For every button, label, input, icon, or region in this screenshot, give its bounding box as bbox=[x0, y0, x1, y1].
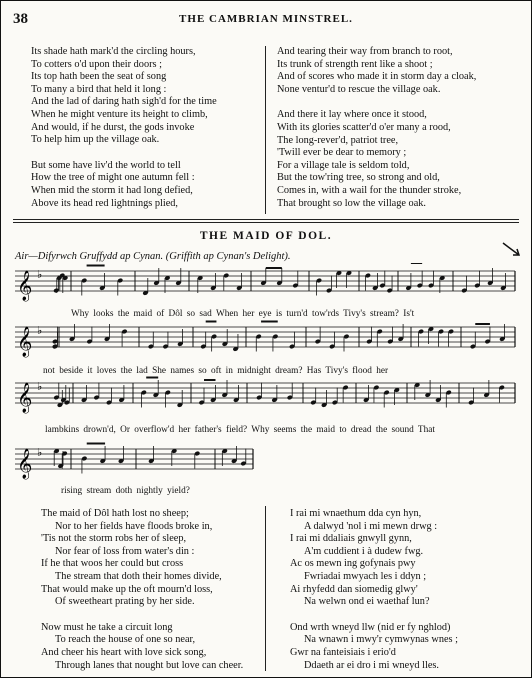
flat-sign-icon: ♭ bbox=[37, 380, 43, 393]
verse-line: To many a bird that held it long : bbox=[31, 83, 167, 95]
verse-line: And would, if he durst, the gods invoke bbox=[31, 121, 195, 133]
verse-line: Now must he take a circuit long bbox=[41, 621, 173, 633]
flat-sign-icon: ♭ bbox=[37, 268, 43, 281]
stanza-gap bbox=[290, 609, 458, 622]
air-attribution: Air—Difyrwch Gruffydd ap Cynan. (Griffith ap Cynan's Delight). bbox=[15, 251, 291, 262]
verse-line: A'm cuddient i à dudew fwg. bbox=[304, 545, 424, 557]
verse-line: Its shade hath mark'd the circling hours, bbox=[31, 46, 196, 57]
treble-clef-icon: 𝄞 bbox=[17, 383, 33, 413]
verse-line: Above its head red lightnings plied, bbox=[31, 197, 178, 209]
lyric-line-2: not beside it loves the lad She names so oft in midnight dream? Has Tivy's flood her bbox=[43, 366, 389, 376]
verse-line: Ddaeth ar ei dro i mi wneyd lles. bbox=[304, 659, 439, 671]
verse-line: Comes in, with a wail for the thunder stroke, bbox=[277, 184, 462, 196]
verse-line: Nor to her fields have floods broke in, bbox=[55, 520, 213, 532]
verse-line: And tearing their way from branch to root, bbox=[277, 46, 453, 57]
song-title: THE MAID OF DOL. bbox=[199, 230, 333, 242]
treble-clef-icon: 𝄞 bbox=[17, 327, 33, 357]
music-staff-1 bbox=[1, 263, 531, 313]
verse-line: Ac os mewn ing gofynais pwy bbox=[290, 558, 416, 570]
verse-line: Gwr na fanteisiais i erio'd bbox=[290, 646, 396, 658]
poem-right-column bbox=[277, 46, 476, 210]
music-staff-4 bbox=[1, 441, 531, 491]
verse-line: None ventur'd to rescue the village oak. bbox=[277, 83, 441, 95]
section-rule-double bbox=[13, 222, 519, 223]
verse-line: A dalwyd 'nol i mi mewn drwg : bbox=[304, 520, 438, 532]
verse-line: Of sweetheart prating by her side. bbox=[55, 596, 195, 608]
verse-line: That brought so low the village oak. bbox=[277, 197, 426, 209]
verse-line: And of scores who made it in storm day a cloak, bbox=[277, 71, 477, 83]
column-divider-top bbox=[265, 46, 266, 214]
music-staff-2 bbox=[1, 319, 531, 369]
verse-line: Na wnawn i mwy'r cymwynas wnes ; bbox=[304, 634, 458, 646]
verse-line: Ai rhyfedd dan siomedig glwy' bbox=[290, 583, 418, 595]
verse-line: Its trunk of strength rent like a shoot ; bbox=[277, 58, 433, 70]
lyric-line-1: Why looks the maid of Dôl so sad When her eye is turn'd tow'rds Tivy's stream? Is't bbox=[71, 309, 415, 319]
flat-sign-icon: ♭ bbox=[37, 324, 43, 337]
verse-line: To cotters o'd upon their doors ; bbox=[31, 58, 162, 70]
verse-line: With its glories scatter'd o'er many a rood, bbox=[277, 121, 451, 133]
poem-left-column bbox=[31, 46, 217, 210]
verse-line: 'Twill ever be dear to memory ; bbox=[277, 147, 407, 159]
stanza-gap bbox=[41, 609, 243, 622]
verse-line: Nor fear of loss from water's din : bbox=[55, 545, 195, 557]
verse-line: When he might venture its height to climb, bbox=[31, 108, 208, 120]
running-title: THE CAMBRIAN MINSTREL. bbox=[179, 13, 353, 25]
verse-line: And cheer his heart with love sick song, bbox=[41, 646, 207, 658]
verse-line: But some have liv'd the world to tell bbox=[31, 159, 181, 171]
verse-line: I rai mi wnaethum dda cyn hyn, bbox=[290, 508, 422, 519]
section-rule bbox=[13, 219, 519, 220]
treble-clef-icon: 𝄞 bbox=[17, 449, 33, 479]
verse-line: The maid of Dôl hath lost no sheep; bbox=[41, 508, 189, 519]
verse-line: And there it lay where once it stood, bbox=[277, 109, 427, 121]
welsh-verses bbox=[290, 508, 458, 672]
verse-line: I rai mi ddaliais gnwyll gynn, bbox=[290, 533, 412, 545]
stanza-gap bbox=[277, 96, 476, 109]
english-verses bbox=[41, 508, 243, 672]
treble-clef-icon: 𝄞 bbox=[17, 271, 33, 301]
music-staff-3 bbox=[1, 375, 531, 425]
page-number: 38 bbox=[13, 11, 28, 27]
verse-line: The stream that doth their homes divide, bbox=[55, 570, 222, 582]
verse-line: 'Tis not the storm robs her of sleep, bbox=[41, 533, 187, 545]
verse-line: Fwriadai mwyach les i ddyn ; bbox=[304, 570, 427, 582]
verse-line: The long-rever'd, patriot tree, bbox=[277, 134, 399, 146]
verse-line: For a village tale is seldom told, bbox=[277, 159, 410, 171]
verse-line: Na welwn ond ei waethaf lun? bbox=[304, 596, 430, 608]
verse-line: And the lad of daring hath sigh'd for the time bbox=[31, 96, 217, 108]
flourish-mark bbox=[501, 239, 523, 261]
verse-line: Through lanes that nought but love can cheer. bbox=[55, 659, 244, 671]
stanza-gap bbox=[31, 147, 217, 160]
lyric-line-4: rising stream doth nightly yield? bbox=[61, 486, 190, 496]
verse-line: How the tree of might one autumn fell : bbox=[31, 172, 195, 184]
verse-line: When mid the storm it had long defied, bbox=[31, 184, 193, 196]
column-divider-bottom bbox=[265, 506, 266, 671]
verse-line: If he that woos her could but cross bbox=[41, 558, 184, 570]
flat-sign-icon: ♭ bbox=[37, 446, 43, 459]
verse-line: To help him up the village oak. bbox=[31, 134, 160, 146]
verse-line: To reach the house of one so near, bbox=[55, 634, 196, 646]
verse-line: But the tow'ring tree, so strong and old, bbox=[277, 172, 440, 184]
verse-line: Its top hath been the seat of song bbox=[31, 71, 167, 83]
verse-line: That would make up the oft mourn'd loss, bbox=[41, 583, 213, 595]
verse-line: Ond wrth wneyd llw (nid er fy nghlod) bbox=[290, 621, 451, 633]
lyric-line-3: lambkins drown'd, Or overflow'd her father's field? Why seems the maid to dread the sound That bbox=[45, 425, 435, 435]
